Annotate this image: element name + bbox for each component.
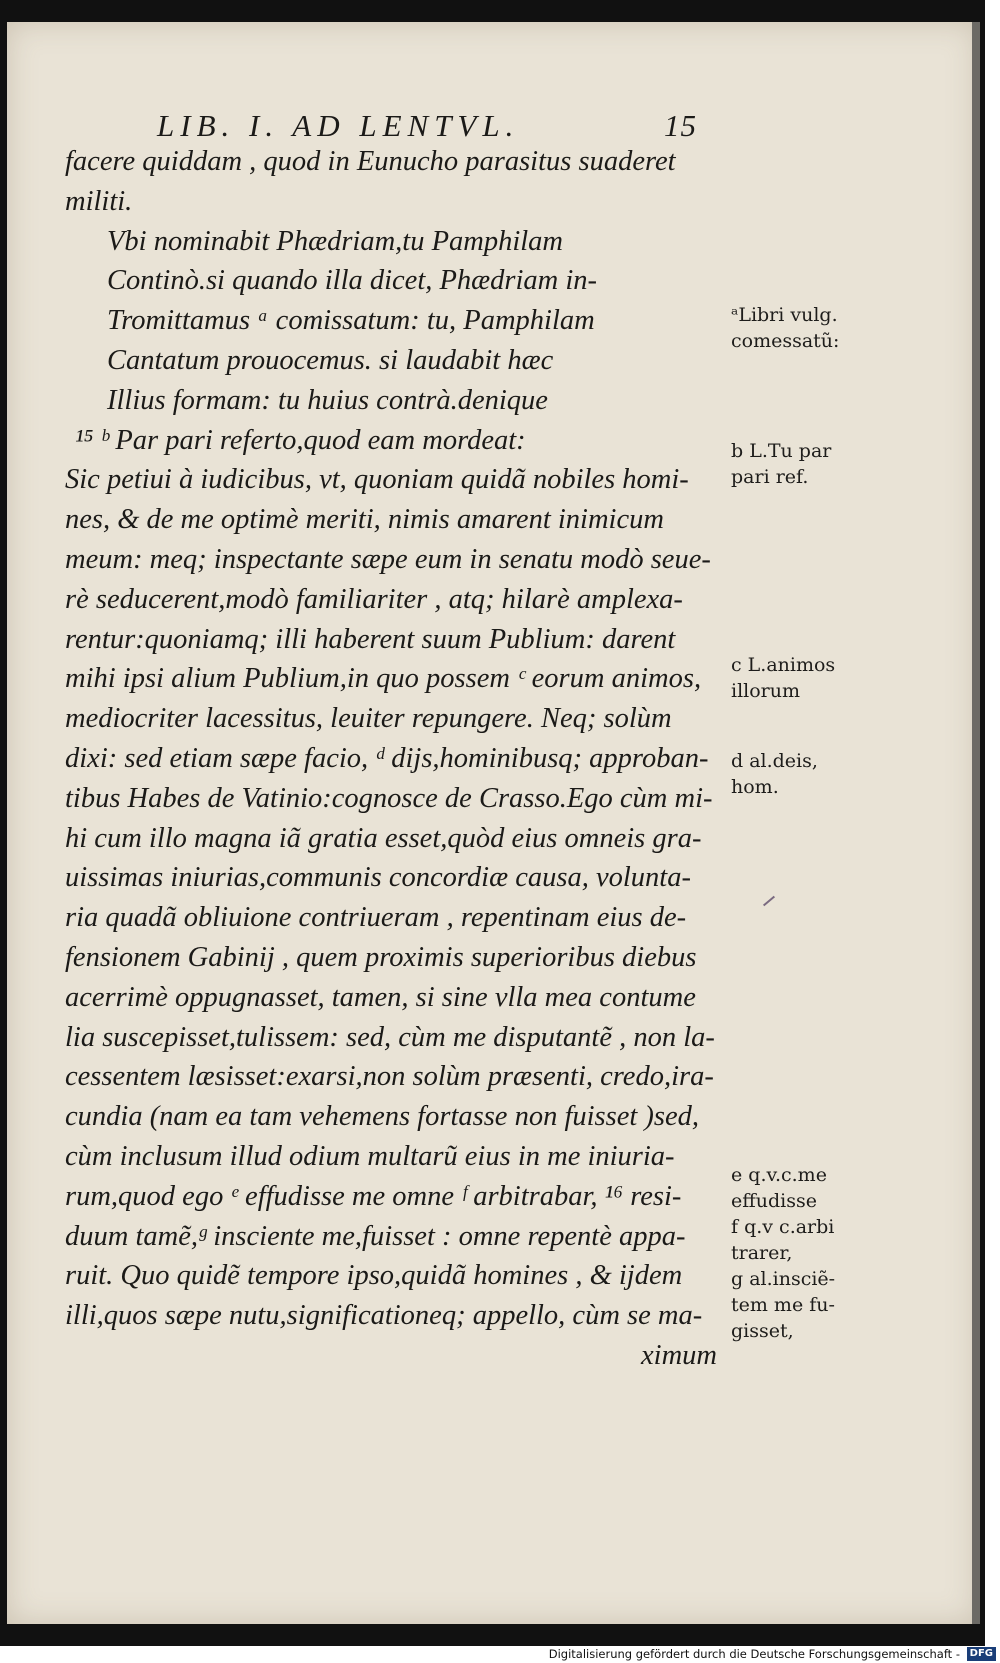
text-line: rè seducerent,modò familiariter , atq; hilarè amplexa-: [65, 583, 683, 615]
text-line: cessentem læsisset:exarsi,non solùm præsenti, credo,ira-: [65, 1061, 714, 1093]
running-title: LIB. I. AD LENTVL.: [157, 108, 520, 143]
catchword: ximum: [641, 1339, 717, 1371]
margin-note-line: illorum: [731, 680, 801, 702]
text-line: ria quadã obliuione contriueram , repentinam eius de-: [65, 902, 687, 934]
margin-note-line: d al.deis,: [731, 750, 818, 772]
margin-note-c: [731, 652, 901, 704]
text-line: nes, & de me optimè meriti, nimis amarent inimicum: [65, 504, 664, 536]
text-line: illi,quos sæpe nutu,significationeq; appello, cùm se ma-: [65, 1300, 703, 1332]
margin-note-line: hom.: [731, 776, 779, 798]
margin-note-line: c L.animos: [731, 654, 836, 676]
margin-note-a: [731, 302, 901, 354]
margin-note-line: e q.v.c.me: [731, 1164, 827, 1186]
margin-note-efg: [731, 1162, 901, 1344]
text-line: rentur:quoniamq; illi haberent suum Publium: darent: [65, 623, 676, 655]
margin-note-line: f q.v c.arbi: [731, 1216, 835, 1238]
text-line: uissimas iniurias,communis concordiæ causa, volunta-: [65, 862, 691, 894]
verse-line: Illius formam: tu huius contrà.denique: [107, 384, 548, 416]
text-line: facere quiddam , quod in Eunucho parasitus suaderet: [65, 146, 676, 177]
page-number: 15: [664, 108, 697, 143]
margin-note-line: ᵃLibri vulg.: [731, 304, 838, 326]
margin-note-line: pari ref.: [731, 466, 809, 488]
text-line: Sic petiui à iudicibus, vt, quoniam quidã nobiles homi-: [65, 464, 689, 496]
verse-line: Cantatum prouocemus. si laudabit hæc: [107, 344, 554, 376]
margin-note-line: g al.insciẽ-: [731, 1268, 836, 1290]
text-line: militi.: [65, 185, 133, 217]
margin-note-line: gisset,: [731, 1320, 794, 1342]
text-line: ruit. Quo quidẽ tempore ipso,quidã homines , & ijdem: [65, 1260, 683, 1292]
verse-line: Vbi nominabit Phædriam,tu Pamphilam: [107, 225, 563, 257]
footer-bar: [0, 1646, 1000, 1663]
margin-note-line: b L.Tu par: [731, 440, 832, 462]
main-text-block: [65, 142, 725, 1376]
text-line: hi cum illo magna iã gratia esset,quòd eius omneis gra-: [65, 822, 702, 854]
text-line: rum,quod ego ᵉ effudisse me omne ᶠ arbitrabar, ¹⁶ resi-: [65, 1180, 682, 1212]
margin-note-b: [731, 438, 901, 490]
text-line: fensionem Gabinij , quem proximis superioribus diebus: [65, 941, 697, 973]
text-line: meum: meq; inspectante sæpe eum in senatu modò seue-: [65, 543, 711, 575]
text-line: duum tamẽ,ᵍ insciente me,fuisset : omne repentè appa-: [65, 1220, 686, 1252]
margin-note-d: [731, 748, 901, 800]
text-line: cùm inclusum illud odium multarũ eius in me iniuria-: [65, 1140, 675, 1172]
text-line: mediocriter lacessitus, leuiter repungere. Neq; solùm: [65, 703, 672, 735]
verse-line: Continò.si quando illa dicet, Phædriam in-: [107, 265, 598, 297]
page-edge: [972, 22, 980, 1624]
footer-credit: Digitalisierung gefördert durch die Deutsche Forschungsgemeinschaft -: [548, 1647, 960, 1661]
dfg-logo: DFG: [967, 1647, 996, 1661]
verse-line: ¹⁵ ᵇ Par pari referto,quod eam mordeat:: [75, 424, 526, 456]
text-line: dixi: sed etiam sæpe facio, ᵈ dijs,hominibusq; approban-: [65, 742, 709, 774]
margin-note-line: tem me fu-: [731, 1294, 835, 1316]
margin-note-line: effudisse: [731, 1190, 817, 1212]
text-line: mihi ipsi alium Publium,in quo possem ᶜ eorum animos,: [65, 663, 702, 695]
text-line: lia suscepisset,tulissem: sed, cùm me disputantẽ , non la-: [65, 1021, 715, 1053]
text-line: acerrimè oppugnasset, tamen, si sine vlla mea contume: [65, 981, 696, 1013]
text-line: cundia (nam ea tam vehemens fortasse non fuisset )sed,: [65, 1101, 700, 1133]
verse-line: Tromittamus ᵃ comissatum: tu, Pamphilam: [107, 305, 595, 337]
margin-note-line: comessatũ:: [731, 330, 840, 352]
text-line: tibus Habes de Vatinio:cognosce de Crasso.Ego cùm mi-: [65, 782, 713, 814]
margin-note-line: trarer,: [731, 1242, 793, 1264]
